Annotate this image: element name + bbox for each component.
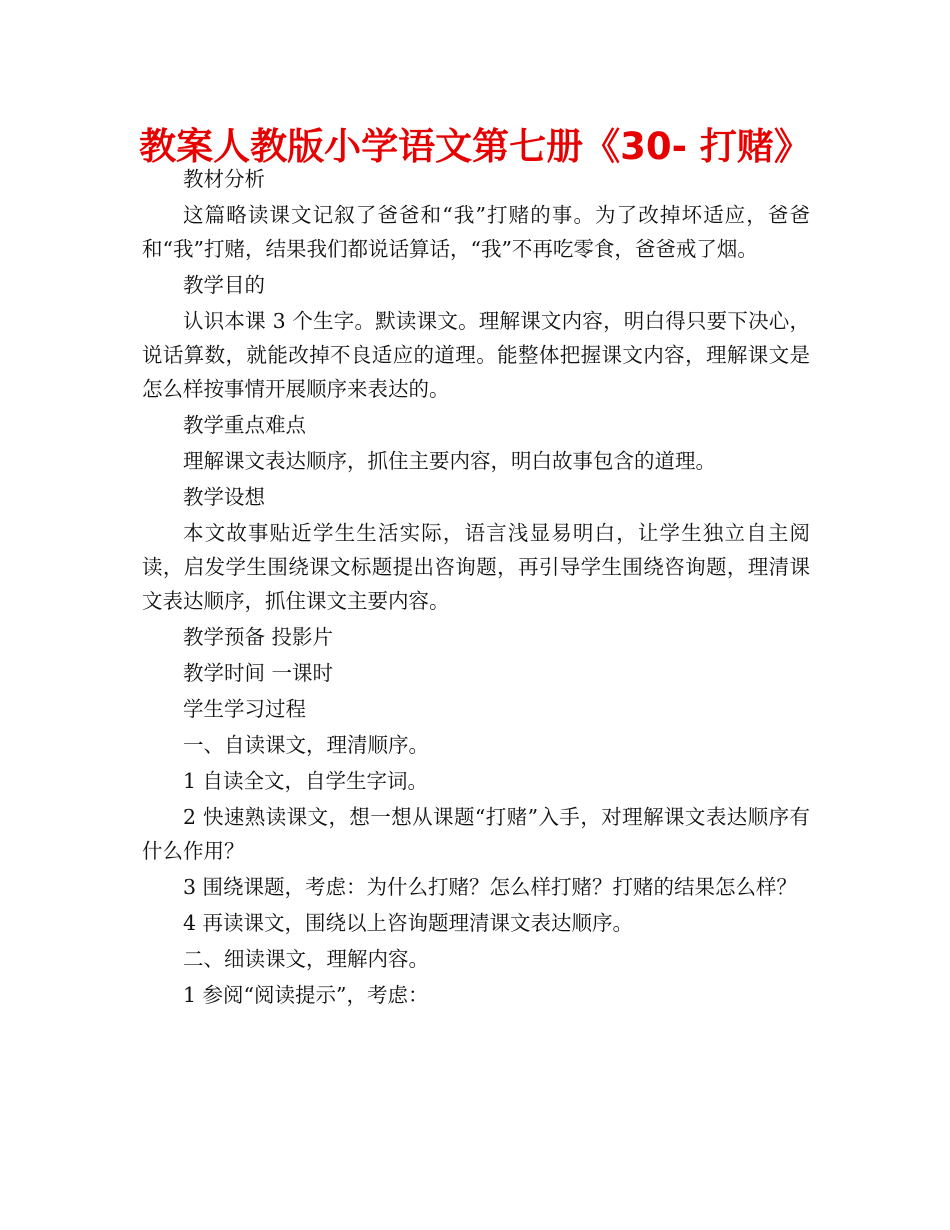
paragraph-teaching-goals: 认识本课 3 个生字。默读课文。理解课文内容，明白得只要下决心，说话算数，就能改掉不良适应的道理。能整体把握课文内容，理解课文是怎么样按事情开展顺序来表达的。 (142, 309, 810, 401)
list-item: 4 再读课文，围绕以上咨询题理清课文表达顺序。 (183, 911, 634, 935)
section-heading-teaching-plan: 教学设想 (183, 485, 265, 509)
section-heading-material-analysis: 教材分析 (183, 167, 265, 191)
paragraph-material-analysis: 这篇略读课文记叙了爸爸和“我”打赌的事。为了改掉坏适应，爸爸和“我”打赌，结果我们都说话算话，“我”不再吃零食，爸爸戒了烟。 (142, 203, 810, 261)
document-body (142, 162, 810, 1012)
step-heading-2: 二、细读课文，理解内容。 (183, 947, 429, 971)
step-heading-1: 一、自读课文，理清顺序。 (183, 733, 429, 757)
section-heading-teaching-goals: 教学目的 (183, 273, 265, 297)
section-heading-key-points: 教学重点难点 (183, 413, 306, 437)
section-heading-learning-process: 学生学习过程 (183, 697, 306, 721)
list-item: 2 快速熟读课文，想一想从课题“打赌”入手，对理解课文表达顺序有什么作用？ (142, 805, 810, 863)
list-item: 1 自读全文，自学生字词。 (183, 769, 429, 793)
paragraph-teaching-plan: 本文故事贴近学生生活实际，语言浅显易明白，让学生独立自主阅读，启发学生围绕课文标题提出咨询题，再引导学生围绕咨询题，理清课文表达顺序，抓住课文主要内容。 (142, 521, 810, 613)
paragraph-key-points: 理解课文表达顺序，抓住主要内容，明白故事包含的道理。 (183, 449, 716, 473)
list-item: 1 参阅“阅读提示”，考虑： (183, 983, 429, 1007)
list-item: 3 围绕课题，考虑：为什么打赌？怎么样打赌？打赌的结果怎么样？ (183, 875, 798, 899)
document-title: 教案人教版小学语文第七册《30- 打赌》 (139, 125, 811, 168)
paragraph-teaching-time: 教学时间 一课时 (183, 661, 334, 685)
paragraph-preparation: 教学预备 投影片 (183, 625, 334, 649)
